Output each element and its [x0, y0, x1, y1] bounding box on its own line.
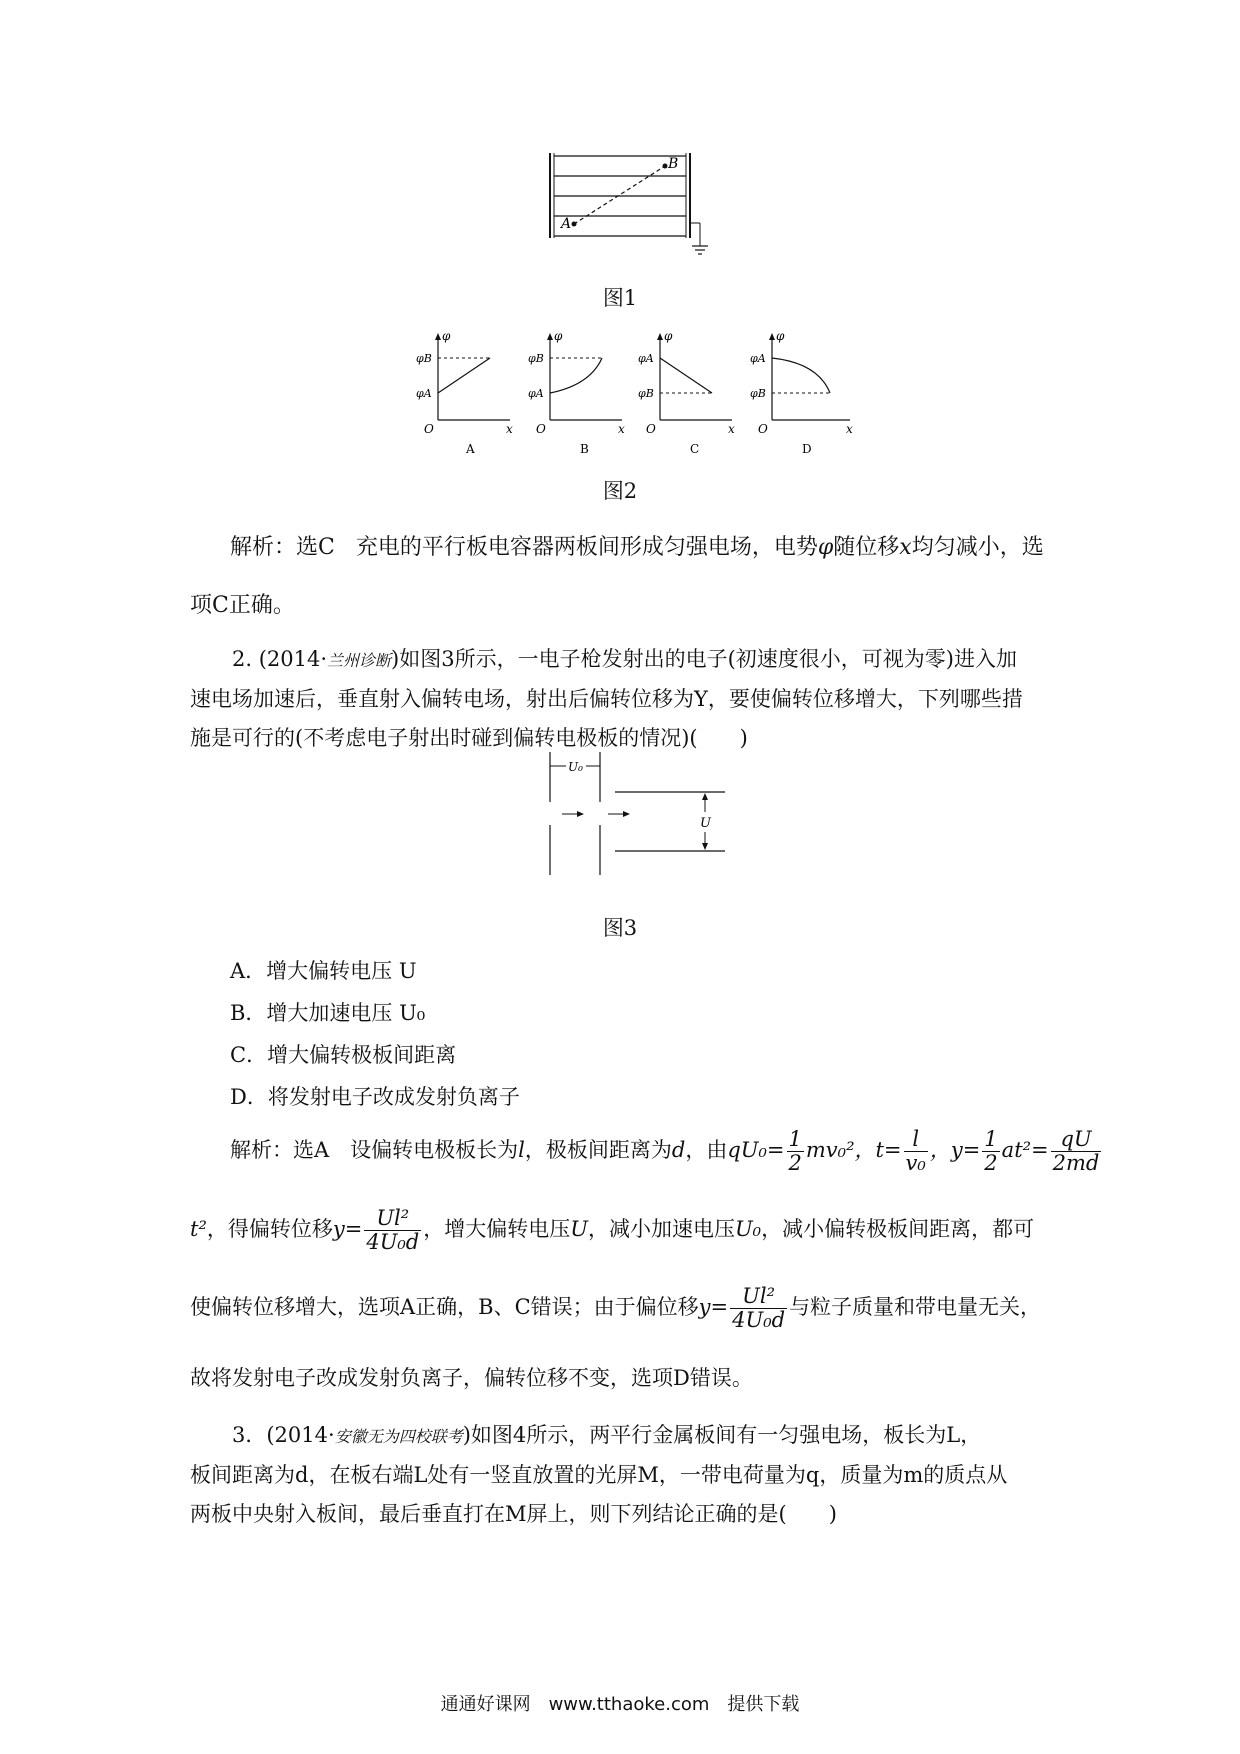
figure-3-diagram — [540, 750, 730, 880]
question-3-text: 3．(2014·安徽无为四校联考)如图4所示，两平行金属板间有一匀强电场，板长为L， 板间距离为d，在板右端L处有一竖直放置的光屏M，一带电荷量为q，质量为m的质点从 两板中央射入板间，最后垂直打在M屏上，则下列结论正确的是( ) — [190, 1423, 1008, 1526]
fig2-d-phi: φ — [776, 329, 785, 343]
fig2-d-phia: φA — [750, 352, 766, 365]
fig2-b-origin: O — [536, 422, 546, 436]
analysis-2-line-1: 解析：选A 设偏转电极板长为l，极板间距离为d，由qU₀= $\frac{1}{2}$ mv₀²，t= $\frac{l}{\text{v₀}}$ ，y= $\frac{1}{2}$ at²= $\frac{qU}{2md}$ — [230, 1127, 1100, 1176]
fig2-c-phia: φA — [638, 352, 654, 365]
fig2-panel-c-label: C — [690, 442, 700, 455]
option-a: A．增大偏转电压 U — [230, 959, 417, 983]
option-b: B．增大加速电压 U₀ — [230, 1001, 426, 1025]
analysis-2-line-4: 故将发射电子改成发射负离子，偏转位移不变，选项D错误。 — [190, 1366, 753, 1390]
fig2-b-phi: φ — [554, 329, 563, 343]
fig2-panel-d-label: D — [802, 442, 812, 455]
fig2-d-x: x — [846, 422, 853, 436]
fig2-c-x: x — [728, 422, 735, 436]
fig2-d-origin: O — [758, 422, 768, 436]
fig2-panel-a-label: A — [466, 442, 475, 455]
option-c: C．增大偏转极板间距离 — [230, 1043, 457, 1067]
fig2-c-phi: φ — [664, 329, 673, 343]
question-2-text: 2. (2014·兰州诊断)如图3所示，一电子枪发射出的电子(初速度很小，可视为零)进入加 速电场加速后，垂直射入偏转电场，射出后偏转位移为Y，要使偏转位移增大，下列哪些措 施是可行的(不考虑电子射出时碰到偏转电极板的情况)( ) — [190, 647, 1023, 750]
figure-2-diagram — [410, 325, 870, 455]
fig2-panel-a — [416, 329, 513, 455]
fig2-panel-d — [750, 329, 853, 455]
fig2-a-phib: φB — [416, 352, 432, 365]
analysis-1-line-1: 解析：选C 充电的平行板电容器两板间形成匀强电场，电势φ随位移x均匀减小，选 — [230, 535, 1044, 560]
fig2-b-phib: φB — [528, 352, 544, 365]
fig2-d-phib: φB — [750, 387, 766, 400]
analysis-1-line-2: 项C正确。 — [190, 593, 295, 618]
fig2-panel-b — [528, 329, 625, 455]
analysis-2-line-3: 使偏转位移增大，选项A正确，B、C错误；由于偏位移y= $\frac{\text{Ul²}}{\text{4U₀d}}$ 与粒子质量和带电量无关， — [190, 1284, 1042, 1333]
figure-1-diagram — [540, 148, 715, 258]
fig2-panel-b-label: B — [580, 442, 589, 455]
page-footer: 通通好课网 www.tthaoke.com 提供下载 — [440, 1694, 800, 1715]
fig2-a-phi: φ — [442, 329, 451, 343]
fig3-u0-label: U₀ — [568, 760, 583, 774]
figure-2-caption: 图2 — [602, 479, 638, 503]
fig2-a-origin: O — [424, 422, 434, 436]
figure-3-caption: 图3 — [602, 916, 638, 940]
fig2-panel-c — [638, 329, 735, 455]
fig2-b-x: x — [618, 422, 625, 436]
fig1-point-a-label: A — [561, 216, 572, 232]
fig2-b-phia: φA — [528, 387, 544, 400]
fig2-a-x: x — [506, 422, 513, 436]
fig2-a-phia: φA — [416, 387, 432, 400]
fig1-point-b-label: B — [668, 156, 679, 172]
fig2-c-origin: O — [646, 422, 656, 436]
figure-1-caption: 图1 — [602, 286, 638, 310]
analysis-2-line-2: t²，得偏转位移y= $\frac{\text{Ul²}}{\text{4U₀d}}$ ，增大偏转电压U，减小加速电压U₀，减小偏转极板间距离，都可 — [190, 1206, 1035, 1255]
fig2-c-phib: φB — [638, 387, 654, 400]
option-d: D．将发射电子改成发射负离子 — [230, 1085, 520, 1109]
fig3-u-label: U — [700, 816, 711, 831]
